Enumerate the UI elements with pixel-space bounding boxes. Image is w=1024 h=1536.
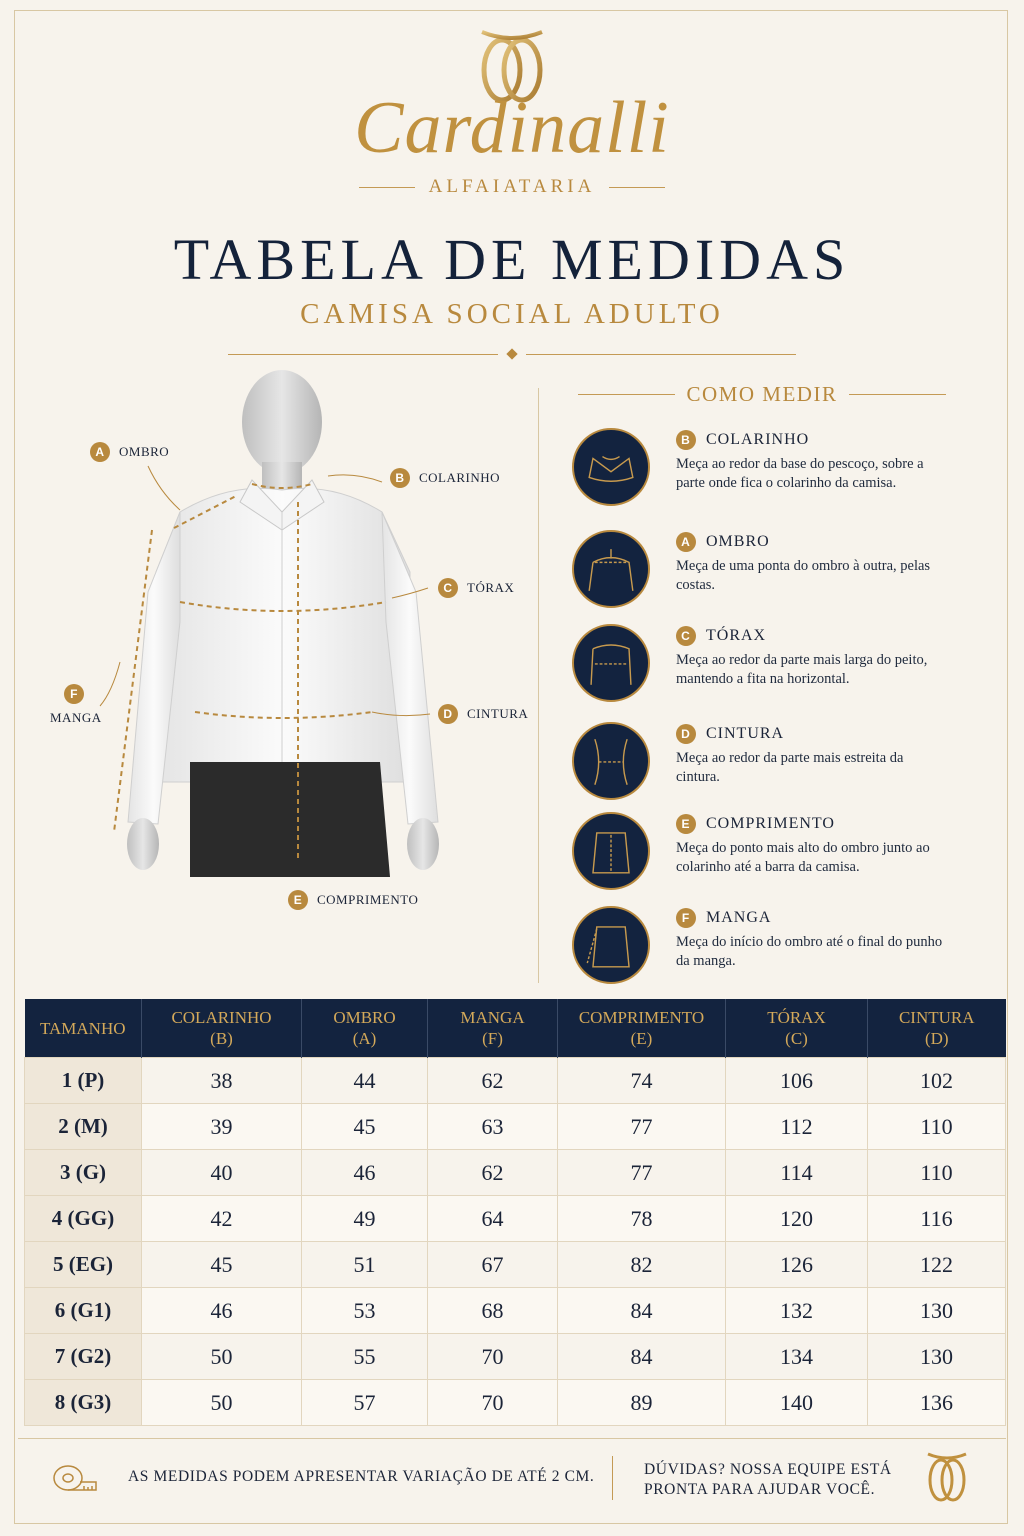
badge-letter: A xyxy=(90,442,110,462)
measurement-cell: 116 xyxy=(868,1196,1006,1242)
callout-label: CINTURA xyxy=(467,706,529,721)
measurement-cell: 49 xyxy=(302,1196,428,1242)
size-cell: 2 (M) xyxy=(25,1104,142,1150)
measurement-cell: 102 xyxy=(868,1058,1006,1104)
measurement-cell: 130 xyxy=(868,1334,1006,1380)
measurement-cell: 44 xyxy=(302,1058,428,1104)
measurement-cell: 84 xyxy=(558,1334,726,1380)
measurement-cell: 122 xyxy=(868,1242,1006,1288)
step-title: TÓRAX xyxy=(706,627,767,644)
measurement-cell: 110 xyxy=(868,1150,1006,1196)
measurement-cell: 126 xyxy=(726,1242,868,1288)
measurement-cell: 140 xyxy=(726,1380,868,1426)
size-cell: 1 (P) xyxy=(25,1058,142,1104)
measurement-cell: 57 xyxy=(302,1380,428,1426)
measurement-cell: 67 xyxy=(428,1242,558,1288)
column-header-label: COMPRIMENTO xyxy=(578,1008,705,1027)
measuring-tape-icon xyxy=(50,1458,98,1498)
size-cell: 7 (G2) xyxy=(25,1334,142,1380)
badge-letter: A xyxy=(676,532,696,552)
how-to-measure-heading xyxy=(578,382,946,407)
collar-icon xyxy=(572,428,650,506)
column-header-code: (A) xyxy=(352,1029,377,1048)
callout-torax xyxy=(438,578,514,598)
size-cell: 3 (G) xyxy=(25,1150,142,1196)
measurement-cell: 53 xyxy=(302,1288,428,1334)
measurement-cell: 84 xyxy=(558,1288,726,1334)
footer-help xyxy=(644,1460,892,1500)
column-header-code: (B) xyxy=(210,1029,233,1048)
table-row xyxy=(25,1334,1006,1380)
badge-letter: B xyxy=(390,468,410,488)
measurement-cell: 62 xyxy=(428,1058,558,1104)
step-title: MANGA xyxy=(706,909,772,926)
measurement-cell: 46 xyxy=(302,1150,428,1196)
measurement-cell: 40 xyxy=(142,1150,302,1196)
measurement-cell: 110 xyxy=(868,1104,1006,1150)
callout-comprimento xyxy=(288,890,418,910)
measurement-cell: 132 xyxy=(726,1288,868,1334)
measurement-cell: 74 xyxy=(558,1058,726,1104)
measurement-cell: 112 xyxy=(726,1104,868,1150)
badge-letter: E xyxy=(676,814,696,834)
size-cell: 8 (G3) xyxy=(25,1380,142,1426)
column-header-label: TAMANHO xyxy=(39,1018,126,1038)
divider xyxy=(359,187,415,188)
shoulder-icon xyxy=(572,530,650,608)
brand-name: Cardinalli xyxy=(354,87,670,169)
measurement-cell: 55 xyxy=(302,1334,428,1380)
callout-label: COMPRIMENTO xyxy=(317,892,419,907)
table-row xyxy=(25,1058,1006,1104)
page-subtitle: CAMISA SOCIAL ADULTO xyxy=(300,298,724,330)
column-header-label: OMBRO xyxy=(333,1008,396,1027)
table-row xyxy=(25,1242,1006,1288)
table-row xyxy=(25,1150,1006,1196)
measurement-cell: 106 xyxy=(726,1058,868,1104)
measurement-cell: 70 xyxy=(428,1334,558,1380)
step-title: COMPRIMENTO xyxy=(706,815,835,832)
measurement-cell: 82 xyxy=(558,1242,726,1288)
step-title: COLARINHO xyxy=(706,431,810,448)
badge-letter: E xyxy=(288,890,308,910)
column-header-code: (D) xyxy=(924,1029,949,1048)
measurement-cell: 51 xyxy=(302,1242,428,1288)
badge-letter: D xyxy=(676,724,696,744)
measurement-cell: 38 xyxy=(142,1058,302,1104)
measurement-cell: 134 xyxy=(726,1334,868,1380)
callout-label: COLARINHO xyxy=(419,470,501,485)
measurement-cell: 63 xyxy=(428,1104,558,1150)
callout-label: MANGA xyxy=(50,710,102,725)
measurement-cell: 114 xyxy=(726,1150,868,1196)
table-row xyxy=(25,1288,1006,1334)
measurement-cell: 45 xyxy=(302,1104,428,1150)
page-title: TABELA DE MEDIDAS xyxy=(173,227,851,292)
measurement-cell: 62 xyxy=(428,1150,558,1196)
column-header xyxy=(302,999,428,1058)
callout-cintura xyxy=(438,704,528,724)
brand-monogram-icon xyxy=(922,1448,972,1504)
step-description: Meça ao redor da parte mais larga do peito, mantendo a fita na horizontal. xyxy=(676,652,928,687)
step-description: Meça do início do ombro até o final do punho da manga. xyxy=(676,934,943,969)
step-title: OMBRO xyxy=(706,533,770,550)
length-icon xyxy=(572,812,650,890)
column-header xyxy=(726,999,868,1058)
column-header xyxy=(25,999,142,1058)
badge-letter: D xyxy=(438,704,458,724)
table-row xyxy=(25,1196,1006,1242)
step-description: Meça do ponto mais alto do ombro junto ao colarinho até a barra da camisa. xyxy=(676,840,930,875)
table-row xyxy=(25,1104,1006,1150)
size-cell: 5 (EG) xyxy=(25,1242,142,1288)
column-header-label: CINTURA xyxy=(898,1008,975,1027)
badge-letter: F xyxy=(676,908,696,928)
measurement-cell: 45 xyxy=(142,1242,302,1288)
shirt-figure xyxy=(30,362,530,922)
column-header xyxy=(558,999,726,1058)
measurement-cell: 77 xyxy=(558,1104,726,1150)
measurement-cell: 64 xyxy=(428,1196,558,1242)
step-description: Meça ao redor da parte mais estreita da cintura. xyxy=(676,750,904,785)
column-header-label: COLARINHO xyxy=(171,1008,272,1027)
measurement-cell: 68 xyxy=(428,1288,558,1334)
how-to-measure-title: COMO MEDIR xyxy=(686,382,838,406)
sleeve-icon xyxy=(572,906,650,984)
footer-vertical-divider xyxy=(612,1456,613,1500)
callout-colarinho xyxy=(390,468,500,488)
measurement-cell: 50 xyxy=(142,1380,302,1426)
measurement-cell: 70 xyxy=(428,1380,558,1426)
badge-letter: F xyxy=(64,684,84,704)
column-header-code: (C) xyxy=(785,1029,808,1048)
brand-subtitle-row xyxy=(0,176,1024,198)
table-row xyxy=(25,1380,1006,1426)
step-description: Meça ao redor da base do pescoço, sobre a parte onde fica o colarinho da camisa. xyxy=(676,456,924,491)
size-cell: 6 (G1) xyxy=(25,1288,142,1334)
column-header xyxy=(142,999,302,1058)
badge-letter: C xyxy=(676,626,696,646)
title-divider xyxy=(228,348,796,362)
table-header-row xyxy=(25,999,1006,1058)
measurement-cell: 50 xyxy=(142,1334,302,1380)
callout-ombro xyxy=(90,442,169,462)
measurement-cell: 42 xyxy=(142,1196,302,1242)
callout-label: OMBRO xyxy=(119,444,170,459)
footer-note: AS MEDIDAS PODEM APRESENTAR VARIAÇÃO DE ATÉ 2 CM. xyxy=(128,1468,595,1485)
chest-icon xyxy=(572,624,650,702)
step-description: Meça de uma ponta do ombro à outra, pelas costas. xyxy=(676,558,931,593)
column-header-label: TÓRAX xyxy=(767,1008,826,1027)
brand-subtitle: ALFAIATARIA xyxy=(428,176,596,197)
footer-help-line1: DÚVIDAS? NOSSA EQUIPE ESTÁ xyxy=(644,1461,892,1478)
callout-label: TÓRAX xyxy=(467,580,515,595)
footer-divider xyxy=(18,1438,1006,1439)
badge-letter: C xyxy=(438,578,458,598)
measurement-cell: 120 xyxy=(726,1196,868,1242)
step-title: CINTURA xyxy=(706,725,785,742)
badge-letter: B xyxy=(676,430,696,450)
size-cell: 4 (GG) xyxy=(25,1196,142,1242)
measurement-cell: 77 xyxy=(558,1150,726,1196)
measurement-cell: 39 xyxy=(142,1104,302,1150)
footer-help-line2: PRONTA PARA AJUDAR VOCÊ. xyxy=(644,1481,876,1498)
measurement-cell: 46 xyxy=(142,1288,302,1334)
column-header-label: MANGA xyxy=(460,1008,525,1027)
table-body xyxy=(25,1058,1006,1426)
column-header-code: (F) xyxy=(482,1029,503,1048)
measurement-cell: 89 xyxy=(558,1380,726,1426)
measurement-cell: 136 xyxy=(868,1380,1006,1426)
size-table xyxy=(24,999,1006,1426)
vertical-divider xyxy=(538,388,539,983)
measurement-cell: 78 xyxy=(558,1196,726,1242)
column-header xyxy=(868,999,1006,1058)
waist-icon xyxy=(572,722,650,800)
column-header xyxy=(428,999,558,1058)
callout-manga xyxy=(50,684,102,726)
measurement-cell: 130 xyxy=(868,1288,1006,1334)
column-header-code: (E) xyxy=(630,1029,653,1048)
divider xyxy=(609,187,665,188)
